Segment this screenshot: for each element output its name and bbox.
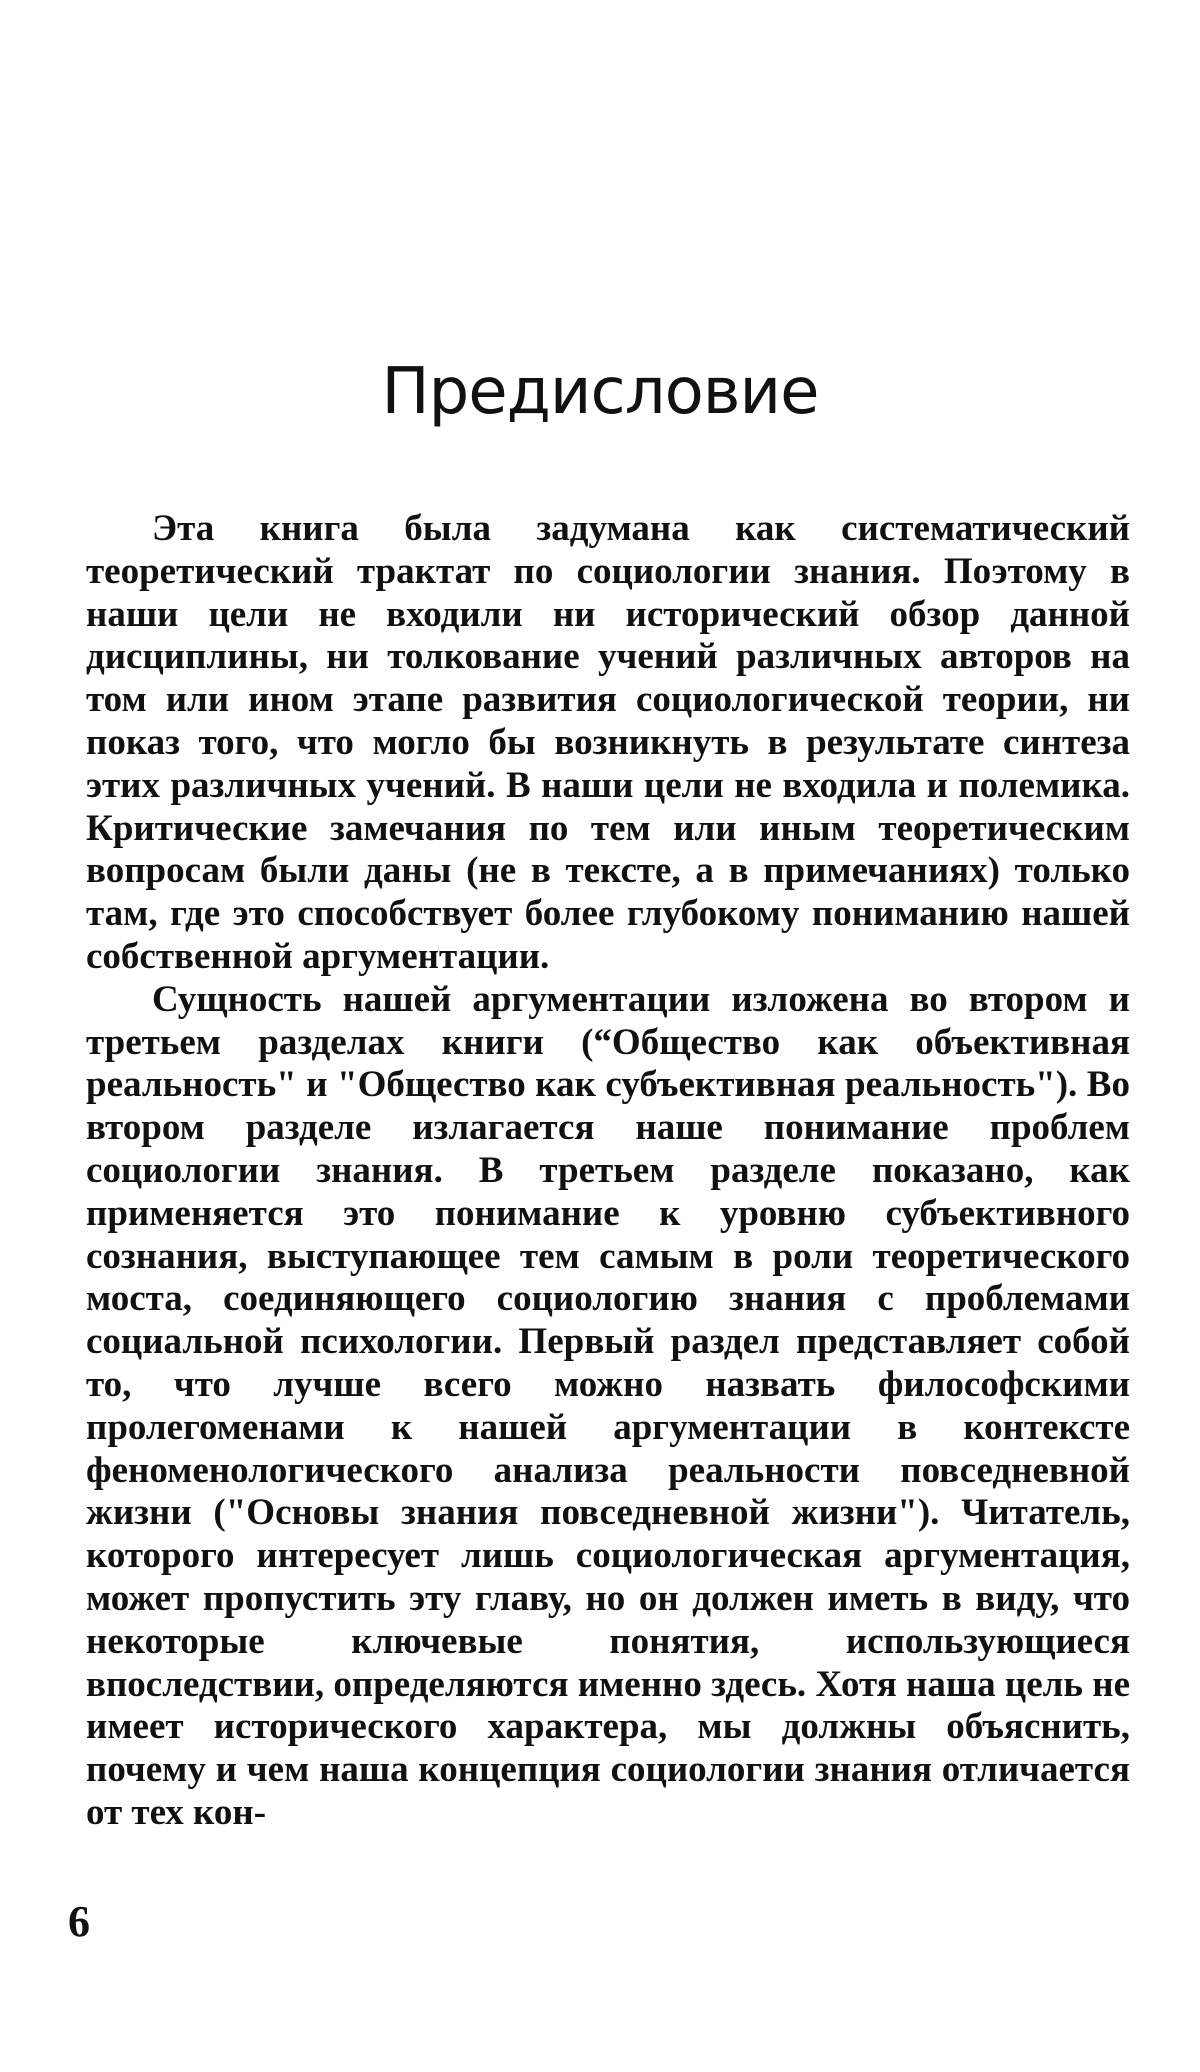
body-text — [86, 508, 1130, 1835]
paragraph-1: Эта книга была задумана как систематический теоретический трактат по социологии знания. Поэтому в наши цели не входили ни исторический обзор данной дисциплины, ни толкование учений различных авторов на том или ином этапе развития социологической теории, ни показ того, что могло бы возникнуть в результате синтеза этих различных учений. В наши цели не входила и полемика. Критические замечания по тем или иным теоретическим вопросам были даны (не в тексте, а в примечаниях) только там, где это способствует более глубокому пониманию нашей собственной аргументации. — [86, 508, 1130, 977]
chapter-title: Предисловие — [381, 355, 819, 429]
paragraph-2: Сущность нашей аргументации изложена во втором и третьем разделах книги (“Общество как объективная реальность" и "Общество как субъективная реальность"). Во втором разделе излагается наше понимание проблем социологии знания. В третьем разделе показано, как применяется это понимание к уровню субъективного сознания, выступающее тем самым в роли теоретического моста, соединяющего социологию знания с проблемами социальной психологии. Первый раздел представляет собой то, что лучше всего можно назвать философскими пролегоменами к нашей аргументации в контексте феноменологического анализа реальности повседневной жизни ("Основы знания повседневной жизни"). Читатель, которого интересует лишь социологическая аргументация, может пропустить эту главу, но он должен иметь в виду, что некоторые ключевые понятия, использующиеся впоследствии, определяются именно здесь. Хотя наша цель не имеет исторического характера, мы должны объяснить, почему и чем наша концепция социологии знания отличается от тех кон- — [86, 978, 1130, 1833]
page-number: 6 — [68, 1897, 90, 1946]
